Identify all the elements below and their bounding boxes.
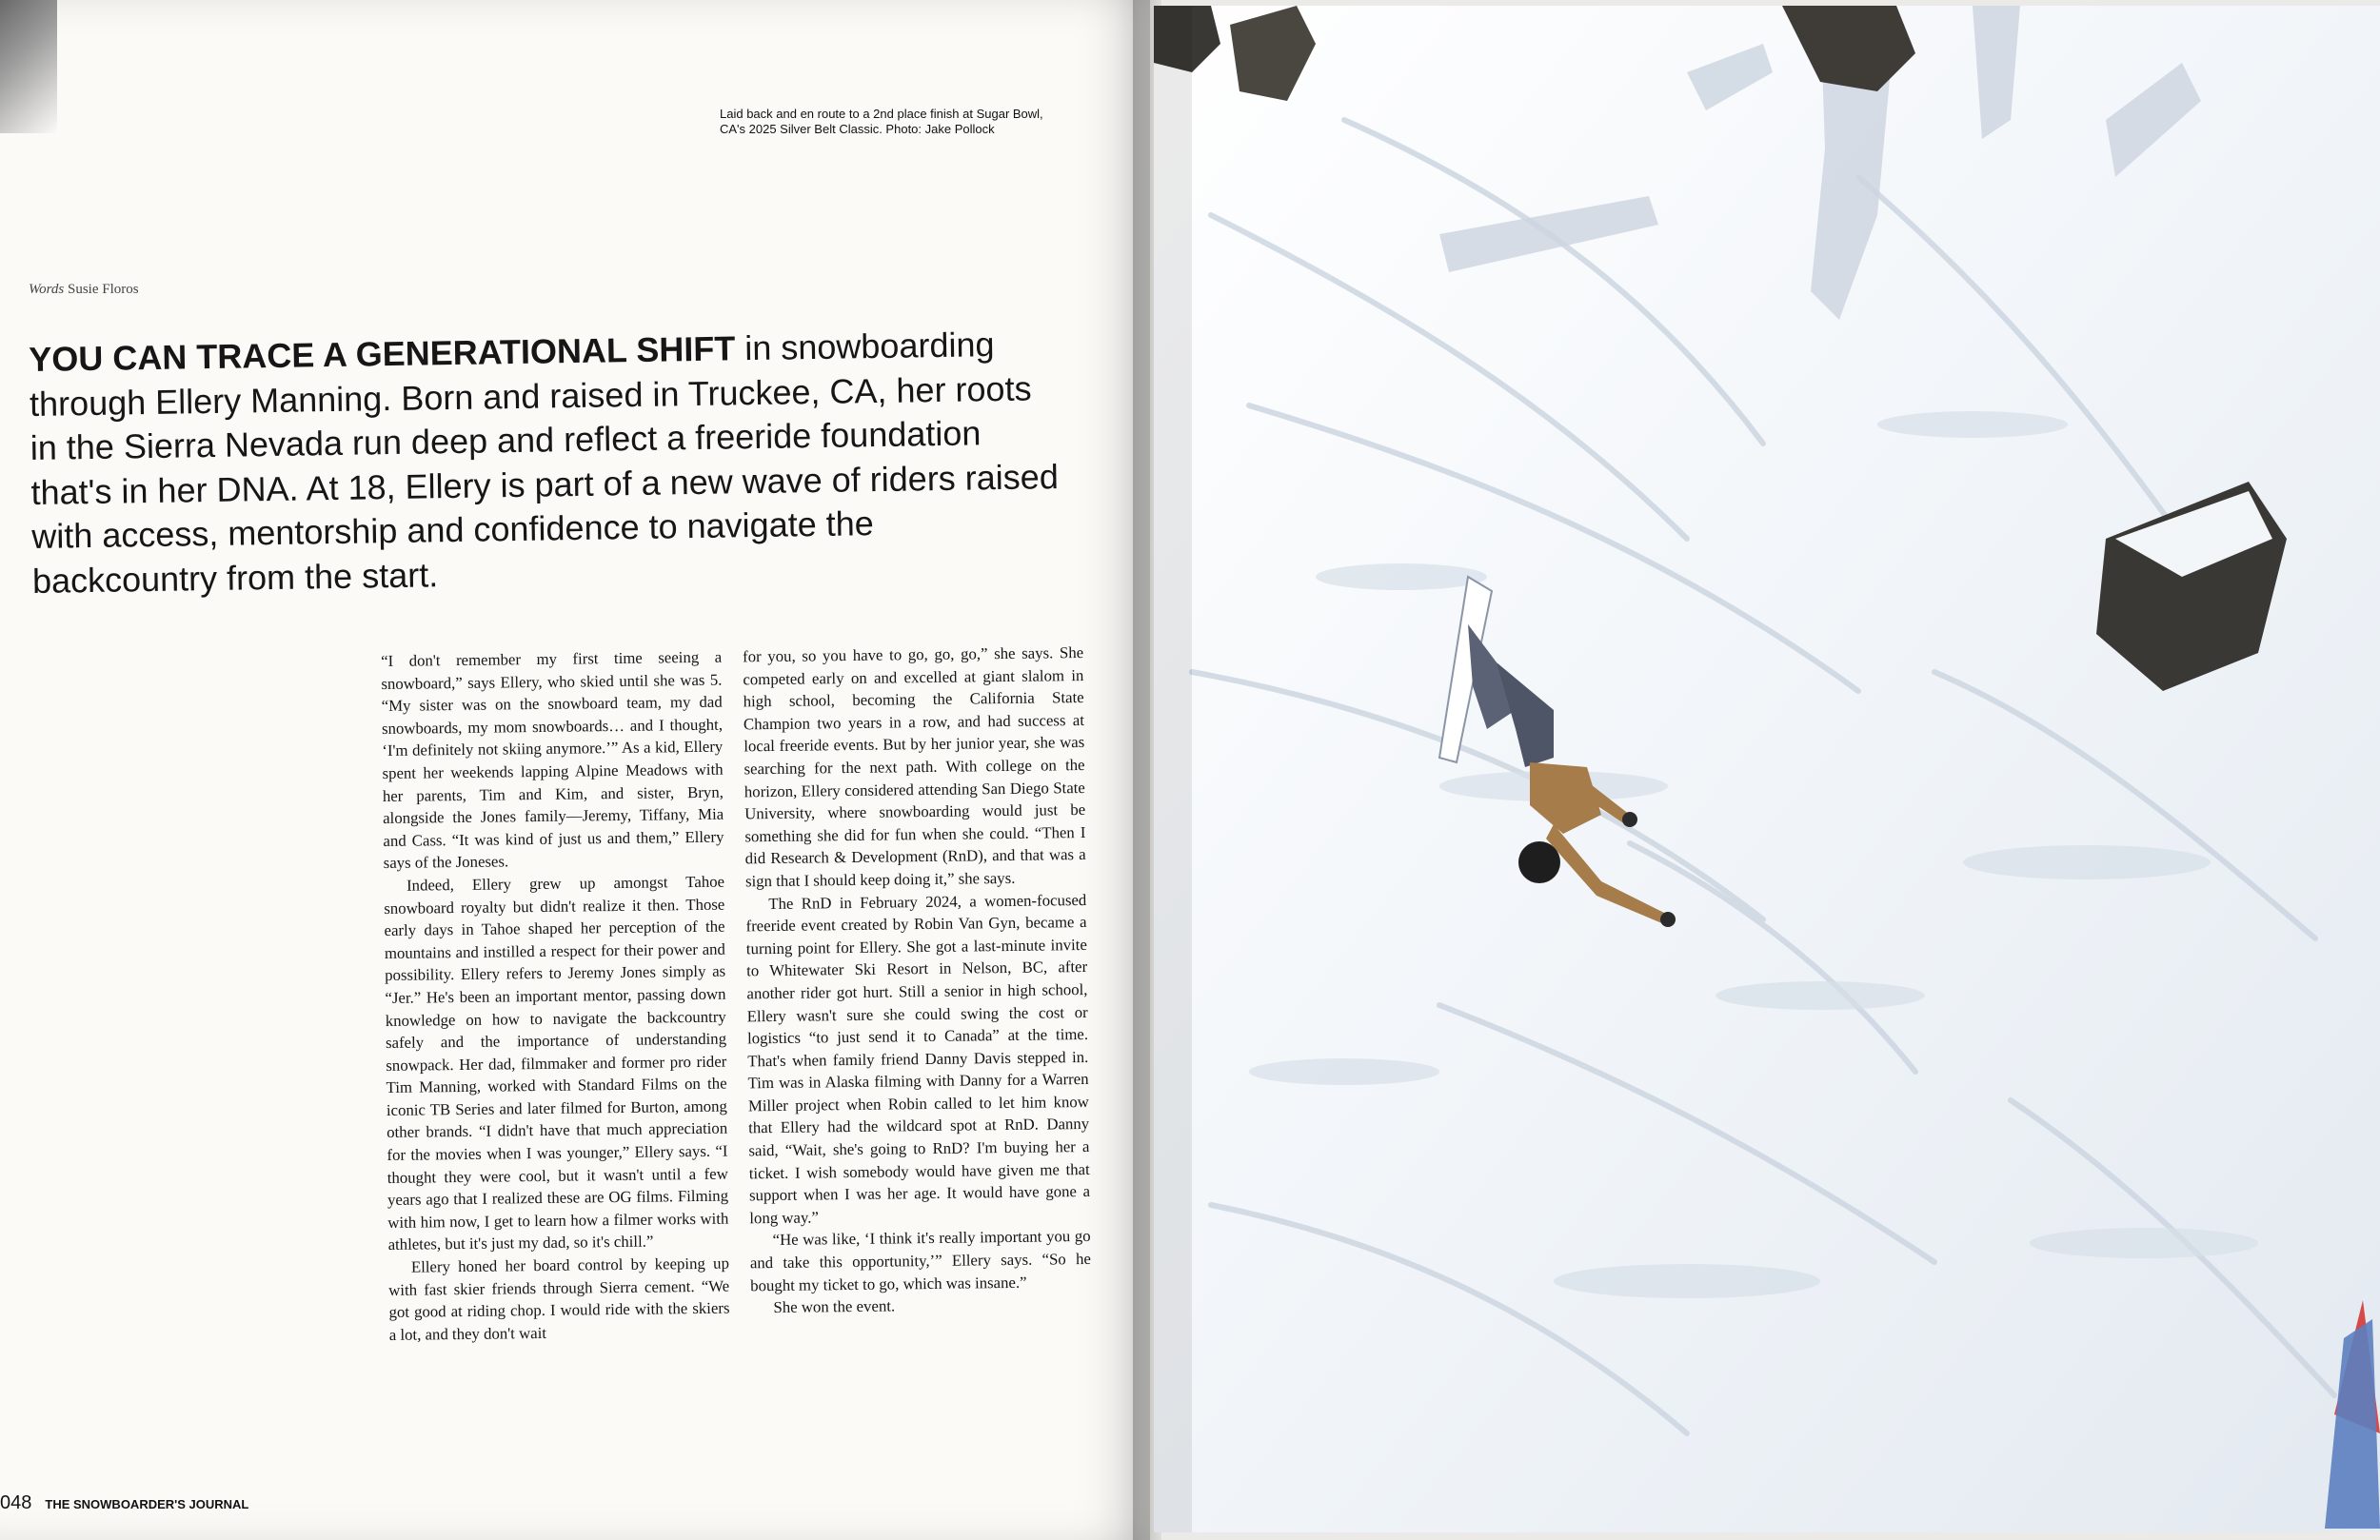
body-column-1 [381, 646, 730, 1347]
byline-label: Words [29, 282, 65, 297]
curled-page-corner [0, 0, 57, 133]
spine-shadow [1154, 6, 1192, 1532]
body-column-2 [743, 642, 1092, 1342]
byline [29, 282, 139, 298]
body-columns [381, 642, 1092, 1346]
paragraph: She won the event. [773, 1296, 896, 1317]
paragraph: “I don't remember my first time seeing a snowboard,” says Ellery, who skied until she was 5. “My sister was on the snowboard team, my dad snowboards, my mom snowboards… and I thought, ‘I'm definitely not skiing anymore.’” As a kid, Ellery spent her weekends lapping Alpine Meadows with her parents, Tim and Kim, and sister, Bryn, alongside the Jones family—Jeremy, Tiffany, Mia and Cass. “It was kind of just us and them,” Ellery says of the Joneses. [381, 647, 724, 873]
left-page [0, 0, 1150, 1540]
magazine-name: THE SNOWBOARDER'S JOURNAL [45, 1497, 249, 1511]
page-number: 048 [0, 1492, 32, 1513]
paragraph: “He was like, ‘I think it's really important you go and take this opportunity,’” Ellery says. “So he bought my ticket to go, which was insane.” [749, 1227, 1091, 1294]
paragraph: Indeed, Ellery grew up amongst Tahoe snowboard royalty but didn't realize it then. Those early days in Tahoe shaped her perception of the mountains and instilled a respect for their power and possibility. Ellery refers to Jeremy Jones simply as “Jer.” He's been an important mentor, passing down knowledge on how to navigate the backcountry safely and the importance of understanding snowpack. Her dad, filmmaker and former pro rider Tim Manning, worked with Standard Films on the iconic TB Series and later filmed for Burton, among other brands. “I didn't have that much appreciation for the movies when I was younger,” Ellery says. “I thought they were cool, but it wasn't until a few years ago that I realized these are OG films. Filming with him now, I get to learn how a filmer works with athletes, but it's just my dad, so it's chill.” [384, 872, 729, 1254]
photo-caption: Laid back and en route to a 2nd place finish at Sugar Bowl, CA's 2025 Silver Belt Classic. Photo: Jake Pollock [720, 107, 1043, 136]
paragraph: The RnD in February 2024, a women-focused freeride event created by Robin Van Gyn, became a turning point for Ellery. She got a last-minute invite to Whitewater Ski Resort in Nelson, BC, after another rider got hurt. Still a senior in high school, Ellery wasn't sure she could swing the cost or logistics “to just send it to Canada” at the time. That's when family friend Danny Davis stepped in. Tim was in Alaska filming with Danny for a Warren Miller project when Robin called to let him know that Ellery had the wildcard spot at RnD. Danny said, “Wait, she's going to RnD? I'm buying her a ticket. I wish somebody would have given me that support when I was her age. It would have gone a long way.” [745, 890, 1091, 1228]
byline-author: Susie Floros [68, 282, 139, 297]
snow-slope [1154, 6, 2380, 1532]
right-page-photo [1154, 6, 2380, 1532]
rider-helmet [1518, 841, 1560, 883]
snowboard-photo [1154, 6, 2380, 1532]
page-footer [0, 1492, 248, 1514]
lead-text: in snowboarding through Ellery Manning. Born and raised in Truckee, CA, her roots in the Sierra Nevada run deep and reflect a freeride foundation that's in her DNA. At 18, Ellery is part of a new wave of riders raised with access, mentorship and confidence to navigate the backcountry from the start. [29, 325, 1060, 601]
lead-bold-intro: YOU CAN TRACE A GENERATIONAL SHIFT [29, 328, 736, 379]
lead-paragraph [29, 322, 1065, 603]
paragraph: for you, so you have to go, go, go,” she says. She competed early on and excelled at giant slalom in high school, becoming the California State Champion two years in a row, and had success at local freeride events. But by her junior year, she was searching for the next path. With college on the horizon, Ellery considered attending San Diego State University, where snowboarding would just be something she did for fun when she could. “Then I did Research & Development (RnD), and that was a sign that I should keep doing it,” she says. [742, 642, 1086, 891]
paragraph: Ellery honed her board control by keeping up with fast skier friends through Sierra cement. “We got good at riding chop. I would ride with the skiers a lot, and they don't wait [388, 1254, 730, 1344]
